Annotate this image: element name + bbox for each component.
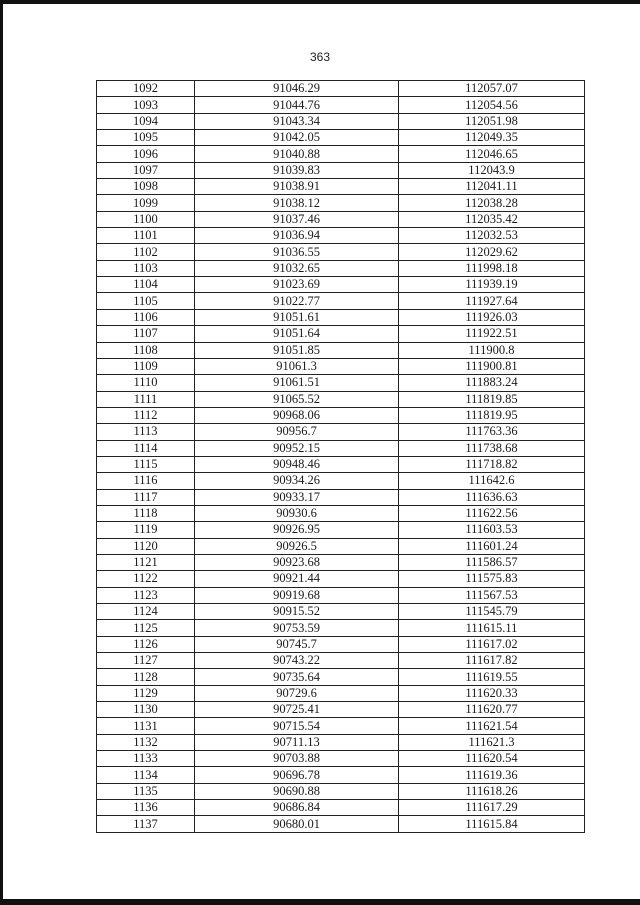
y-coordinate-cell: 111819.95 <box>399 407 585 423</box>
table-row <box>97 685 585 701</box>
table-row <box>97 620 585 636</box>
page-number: 363 <box>309 50 331 64</box>
table-row <box>97 342 585 358</box>
x-coordinate-cell: 90921.44 <box>195 571 399 587</box>
point-id-cell: 1113 <box>97 424 195 440</box>
coordinate-table <box>96 80 585 833</box>
y-coordinate-cell: 111617.29 <box>399 800 585 816</box>
table-row <box>97 195 585 211</box>
point-id-cell: 1098 <box>97 179 195 195</box>
y-coordinate-cell: 111819.85 <box>399 391 585 407</box>
x-coordinate-cell: 90952.15 <box>195 440 399 456</box>
table-row <box>97 456 585 472</box>
y-coordinate-cell: 112057.07 <box>399 81 585 97</box>
point-id-cell: 1110 <box>97 375 195 391</box>
x-coordinate-cell: 91037.46 <box>195 211 399 227</box>
point-id-cell: 1137 <box>97 816 195 832</box>
y-coordinate-cell: 111738.68 <box>399 440 585 456</box>
y-coordinate-cell: 111900.81 <box>399 358 585 374</box>
point-id-cell: 1109 <box>97 358 195 374</box>
y-coordinate-cell: 111617.82 <box>399 653 585 669</box>
y-coordinate-cell: 112043.9 <box>399 162 585 178</box>
point-id-cell: 1134 <box>97 767 195 783</box>
point-id-cell: 1135 <box>97 783 195 799</box>
y-coordinate-cell: 111603.53 <box>399 522 585 538</box>
x-coordinate-cell: 90703.88 <box>195 751 399 767</box>
point-id-cell: 1106 <box>97 309 195 325</box>
x-coordinate-cell: 90926.5 <box>195 538 399 554</box>
point-id-cell: 1129 <box>97 685 195 701</box>
x-coordinate-cell: 90745.7 <box>195 636 399 652</box>
table-row <box>97 391 585 407</box>
table-row <box>97 162 585 178</box>
scan-edge-top <box>0 0 640 4</box>
y-coordinate-cell: 111615.84 <box>399 816 585 832</box>
x-coordinate-cell: 90930.6 <box>195 505 399 521</box>
x-coordinate-cell: 91038.91 <box>195 179 399 195</box>
x-coordinate-cell: 91046.29 <box>195 81 399 97</box>
table-row <box>97 260 585 276</box>
x-coordinate-cell: 91042.05 <box>195 130 399 146</box>
point-id-cell: 1121 <box>97 554 195 570</box>
point-id-cell: 1123 <box>97 587 195 603</box>
point-id-cell: 1120 <box>97 538 195 554</box>
y-coordinate-cell: 111620.54 <box>399 751 585 767</box>
point-id-cell: 1128 <box>97 669 195 685</box>
y-coordinate-cell: 111620.77 <box>399 702 585 718</box>
point-id-cell: 1127 <box>97 653 195 669</box>
table-row <box>97 473 585 489</box>
point-id-cell: 1124 <box>97 604 195 620</box>
table-row <box>97 375 585 391</box>
table-row <box>97 228 585 244</box>
x-coordinate-cell: 91061.51 <box>195 375 399 391</box>
x-coordinate-cell: 91022.77 <box>195 293 399 309</box>
x-coordinate-cell: 90934.26 <box>195 473 399 489</box>
table-row <box>97 244 585 260</box>
x-coordinate-cell: 91036.55 <box>195 244 399 260</box>
table-row <box>97 522 585 538</box>
x-coordinate-cell: 91065.52 <box>195 391 399 407</box>
x-coordinate-cell: 91032.65 <box>195 260 399 276</box>
scan-edge-left <box>0 0 3 905</box>
y-coordinate-cell: 112029.62 <box>399 244 585 260</box>
point-id-cell: 1105 <box>97 293 195 309</box>
point-id-cell: 1097 <box>97 162 195 178</box>
point-id-cell: 1112 <box>97 407 195 423</box>
x-coordinate-cell: 90690.88 <box>195 783 399 799</box>
table-row <box>97 489 585 505</box>
table-row <box>97 309 585 325</box>
table-row <box>97 734 585 750</box>
table-row <box>97 358 585 374</box>
point-id-cell: 1125 <box>97 620 195 636</box>
y-coordinate-cell: 112032.53 <box>399 228 585 244</box>
table-row <box>97 293 585 309</box>
y-coordinate-cell: 111567.53 <box>399 587 585 603</box>
y-coordinate-cell: 111636.63 <box>399 489 585 505</box>
table-row <box>97 718 585 734</box>
x-coordinate-cell: 91051.64 <box>195 326 399 342</box>
scan-edge-bottom <box>0 899 640 905</box>
x-coordinate-cell: 90715.54 <box>195 718 399 734</box>
y-coordinate-cell: 111622.56 <box>399 505 585 521</box>
point-id-cell: 1131 <box>97 718 195 734</box>
y-coordinate-cell: 111927.64 <box>399 293 585 309</box>
y-coordinate-cell: 111998.18 <box>399 260 585 276</box>
table-row <box>97 326 585 342</box>
point-id-cell: 1092 <box>97 81 195 97</box>
x-coordinate-cell: 91039.83 <box>195 162 399 178</box>
point-id-cell: 1111 <box>97 391 195 407</box>
point-id-cell: 1099 <box>97 195 195 211</box>
point-id-cell: 1114 <box>97 440 195 456</box>
x-coordinate-cell: 91044.76 <box>195 97 399 113</box>
x-coordinate-cell: 90680.01 <box>195 816 399 832</box>
table-row <box>97 653 585 669</box>
x-coordinate-cell: 91043.34 <box>195 113 399 129</box>
table-row <box>97 81 585 97</box>
y-coordinate-cell: 111642.6 <box>399 473 585 489</box>
x-coordinate-cell: 90968.06 <box>195 407 399 423</box>
table-row <box>97 407 585 423</box>
y-coordinate-cell: 111575.83 <box>399 571 585 587</box>
point-id-cell: 1104 <box>97 277 195 293</box>
x-coordinate-cell: 90753.59 <box>195 620 399 636</box>
x-coordinate-cell: 91036.94 <box>195 228 399 244</box>
point-id-cell: 1126 <box>97 636 195 652</box>
table-row <box>97 767 585 783</box>
x-coordinate-cell: 91038.12 <box>195 195 399 211</box>
y-coordinate-cell: 112046.65 <box>399 146 585 162</box>
y-coordinate-cell: 111601.24 <box>399 538 585 554</box>
y-coordinate-cell: 111620.33 <box>399 685 585 701</box>
table-row <box>97 179 585 195</box>
x-coordinate-cell: 91051.85 <box>195 342 399 358</box>
y-coordinate-cell: 111922.51 <box>399 326 585 342</box>
point-id-cell: 1122 <box>97 571 195 587</box>
table-row <box>97 702 585 718</box>
y-coordinate-cell: 111763.36 <box>399 424 585 440</box>
x-coordinate-cell: 91051.61 <box>195 309 399 325</box>
y-coordinate-cell: 111926.03 <box>399 309 585 325</box>
point-id-cell: 1094 <box>97 113 195 129</box>
table-row <box>97 800 585 816</box>
table-row <box>97 97 585 113</box>
y-coordinate-cell: 111900.8 <box>399 342 585 358</box>
x-coordinate-cell: 90696.78 <box>195 767 399 783</box>
x-coordinate-cell: 90956.7 <box>195 424 399 440</box>
y-coordinate-cell: 111621.3 <box>399 734 585 750</box>
table-row <box>97 424 585 440</box>
table-row <box>97 113 585 129</box>
y-coordinate-cell: 112054.56 <box>399 97 585 113</box>
y-coordinate-cell: 111621.54 <box>399 718 585 734</box>
x-coordinate-cell: 90923.68 <box>195 554 399 570</box>
point-id-cell: 1133 <box>97 751 195 767</box>
y-coordinate-cell: 112051.98 <box>399 113 585 129</box>
table-row <box>97 636 585 652</box>
table-row <box>97 816 585 832</box>
x-coordinate-cell: 90725.41 <box>195 702 399 718</box>
table-row <box>97 571 585 587</box>
point-id-cell: 1096 <box>97 146 195 162</box>
x-coordinate-cell: 90948.46 <box>195 456 399 472</box>
point-id-cell: 1095 <box>97 130 195 146</box>
y-coordinate-cell: 111883.24 <box>399 375 585 391</box>
table-row <box>97 783 585 799</box>
point-id-cell: 1119 <box>97 522 195 538</box>
y-coordinate-cell: 112038.28 <box>399 195 585 211</box>
point-id-cell: 1100 <box>97 211 195 227</box>
y-coordinate-cell: 111615.11 <box>399 620 585 636</box>
table-row <box>97 146 585 162</box>
table-row <box>97 587 585 603</box>
x-coordinate-cell: 90933.17 <box>195 489 399 505</box>
x-coordinate-cell: 90686.84 <box>195 800 399 816</box>
point-id-cell: 1117 <box>97 489 195 505</box>
x-coordinate-cell: 90729.6 <box>195 685 399 701</box>
x-coordinate-cell: 90743.22 <box>195 653 399 669</box>
table-row <box>97 604 585 620</box>
point-id-cell: 1103 <box>97 260 195 276</box>
x-coordinate-cell: 90926.95 <box>195 522 399 538</box>
table-row <box>97 505 585 521</box>
point-id-cell: 1116 <box>97 473 195 489</box>
x-coordinate-cell: 90919.68 <box>195 587 399 603</box>
table-row <box>97 751 585 767</box>
x-coordinate-cell: 90915.52 <box>195 604 399 620</box>
point-id-cell: 1101 <box>97 228 195 244</box>
y-coordinate-cell: 112035.42 <box>399 211 585 227</box>
y-coordinate-cell: 111618.26 <box>399 783 585 799</box>
y-coordinate-cell: 111718.82 <box>399 456 585 472</box>
table-row <box>97 440 585 456</box>
coordinate-table-body <box>97 81 585 833</box>
y-coordinate-cell: 111586.57 <box>399 554 585 570</box>
y-coordinate-cell: 112041.11 <box>399 179 585 195</box>
table-row <box>97 130 585 146</box>
point-id-cell: 1136 <box>97 800 195 816</box>
y-coordinate-cell: 111939.19 <box>399 277 585 293</box>
table-row <box>97 554 585 570</box>
point-id-cell: 1115 <box>97 456 195 472</box>
x-coordinate-cell: 90711.13 <box>195 734 399 750</box>
table-row <box>97 211 585 227</box>
x-coordinate-cell: 91040.88 <box>195 146 399 162</box>
point-id-cell: 1093 <box>97 97 195 113</box>
y-coordinate-cell: 111619.36 <box>399 767 585 783</box>
x-coordinate-cell: 91023.69 <box>195 277 399 293</box>
table-row <box>97 669 585 685</box>
point-id-cell: 1118 <box>97 505 195 521</box>
table-row <box>97 538 585 554</box>
point-id-cell: 1102 <box>97 244 195 260</box>
y-coordinate-cell: 111545.79 <box>399 604 585 620</box>
point-id-cell: 1130 <box>97 702 195 718</box>
x-coordinate-cell: 91061.3 <box>195 358 399 374</box>
y-coordinate-cell: 112049.35 <box>399 130 585 146</box>
x-coordinate-cell: 90735.64 <box>195 669 399 685</box>
table-row <box>97 277 585 293</box>
point-id-cell: 1108 <box>97 342 195 358</box>
y-coordinate-cell: 111619.55 <box>399 669 585 685</box>
point-id-cell: 1132 <box>97 734 195 750</box>
point-id-cell: 1107 <box>97 326 195 342</box>
y-coordinate-cell: 111617.02 <box>399 636 585 652</box>
